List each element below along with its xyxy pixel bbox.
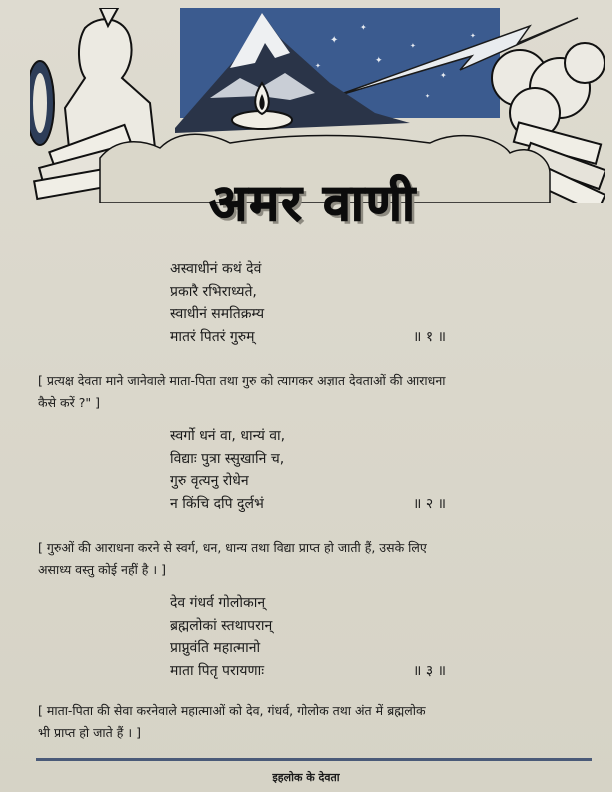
verse-line: प्राप्नुवंति महात्मानो [170, 640, 261, 656]
page-title: अमर वाणी [209, 174, 417, 232]
verse-line: स्वर्गो धनं वा, धान्यं वा, [170, 428, 286, 444]
page-footer: इहलोक के देवता [272, 771, 340, 784]
verse-3 [170, 592, 490, 682]
verse-line: मातरं पितरं गुरुम् [170, 328, 255, 345]
gloss-line: असाध्य वस्तु कोई नहीं है । ] [38, 562, 167, 577]
verse-line: देव गंधर्व गोलोकान् [170, 595, 266, 611]
verse-line: गुरु वृत्यनु रोधेन [170, 473, 249, 489]
svg-text:✦: ✦ [375, 56, 383, 66]
svg-text:✦: ✦ [470, 32, 476, 40]
verse-number: ॥ २ ॥ [413, 495, 446, 512]
gloss-line: भी प्राप्त हो जाते हैं । ] [38, 725, 141, 740]
verse-line: ब्रह्मलोकां स्तथापरान् [170, 617, 273, 634]
verse-line: न किंचि दपि दुर्लभं [170, 495, 264, 512]
gloss-2 [38, 537, 594, 581]
svg-text:✦: ✦ [360, 23, 367, 32]
right-clouds [492, 43, 605, 138]
svg-text:✦: ✦ [315, 62, 321, 70]
gloss-line: कैसे करें ?" ] [38, 395, 100, 410]
svg-text:✦: ✦ [425, 93, 431, 100]
gloss-line: [ प्रत्यक्ष देवता माने जानेवाले माता-पिता तथा गुरु को त्यागकर अज्ञात देवताओं की आराधना [38, 373, 446, 388]
divider [36, 758, 592, 761]
verse-1 [170, 258, 490, 348]
verse-line: अस्वाधीनं कथं देवं [170, 261, 262, 277]
verse-number: ॥ १ ॥ [413, 328, 446, 345]
svg-text:✦: ✦ [440, 71, 447, 80]
verse-line: विद्याः पुत्रा स्सुखानि च, [170, 450, 285, 467]
gloss-3 [38, 700, 594, 744]
verse-number: ॥ ३ ॥ [413, 662, 446, 679]
verse-2 [170, 425, 490, 515]
gloss-line: [ गुरुओं की आराधना करने से स्वर्ग, धन, धान्य तथा विद्या प्राप्त हो जाती हैं, उसके लिए [38, 540, 427, 555]
svg-text:✦: ✦ [410, 42, 416, 50]
verse-line: प्रकारै रभिराध्यते, [170, 283, 257, 300]
gloss-1 [38, 370, 594, 414]
verse-line: माता पितृ परायणाः [170, 662, 265, 679]
verse-line: स्वाधीनं समतिक्रम्य [170, 306, 265, 322]
svg-text:✦: ✦ [330, 35, 339, 46]
gloss-line: [ माता-पिता की सेवा करनेवाले महात्माओं को देव, गंधर्व, गोलोक तथा अंत में ब्रह्मलोक [38, 703, 426, 718]
